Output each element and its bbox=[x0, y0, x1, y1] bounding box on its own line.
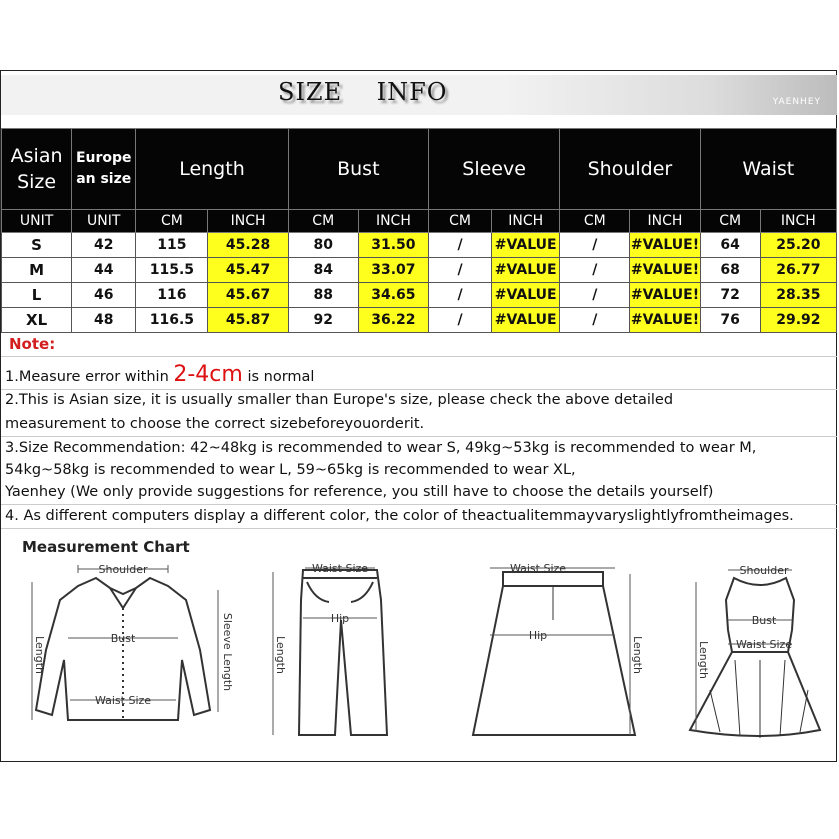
dress-length-label: Length bbox=[697, 641, 710, 679]
cell-sleeve-cm: / bbox=[428, 233, 491, 258]
table-row bbox=[2, 308, 837, 333]
cell-sleeve-cm: / bbox=[428, 308, 491, 333]
cell-shoulder-cm: / bbox=[560, 283, 630, 308]
cell-length-cm: 116.5 bbox=[136, 308, 208, 333]
header-bust: Bust bbox=[288, 129, 428, 210]
unit-cell: CM bbox=[560, 210, 630, 233]
cell-sleeve-inch: #VALUE bbox=[492, 258, 560, 283]
note-3-line-2: 54kg~58kg is recommended to wear L, 59~65kg is recommended to wear XL, bbox=[5, 462, 576, 478]
cell-europe: 46 bbox=[72, 283, 136, 308]
cell-waist-inch: 28.35 bbox=[760, 283, 836, 308]
cell-size: S bbox=[2, 233, 72, 258]
divider bbox=[1, 436, 837, 437]
cell-waist-inch: 29.92 bbox=[760, 308, 836, 333]
cell-shoulder-cm: / bbox=[560, 258, 630, 283]
cell-europe: 44 bbox=[72, 258, 136, 283]
cell-size: M bbox=[2, 258, 72, 283]
measurement-chart-title: Measurement Chart bbox=[22, 538, 190, 556]
size-table bbox=[1, 128, 837, 333]
cell-length-inch: 45.67 bbox=[208, 283, 288, 308]
cell-waist-cm: 64 bbox=[700, 233, 760, 258]
divider bbox=[1, 356, 837, 357]
cell-shoulder-cm: / bbox=[560, 233, 630, 258]
note-1-start: 1.Measure error within bbox=[5, 369, 174, 385]
skirt-hip-label: Hip bbox=[528, 629, 548, 642]
cell-bust-cm: 92 bbox=[288, 308, 358, 333]
table-row bbox=[2, 258, 837, 283]
cell-length-cm: 115.5 bbox=[136, 258, 208, 283]
unit-cell: INCH bbox=[760, 210, 836, 233]
header-length: Length bbox=[136, 129, 288, 210]
header-europe-size: Europe an size bbox=[72, 129, 136, 210]
cell-shoulder-cm: / bbox=[560, 308, 630, 333]
cell-bust-inch: 36.22 bbox=[358, 308, 428, 333]
dress-bust-label: Bust bbox=[751, 614, 777, 627]
note-1-highlight: 2-4cm bbox=[173, 362, 243, 387]
header-sleeve: Sleeve bbox=[428, 129, 559, 210]
cell-bust-inch: 31.50 bbox=[358, 233, 428, 258]
dress-shoulder-label: Shoulder bbox=[739, 564, 789, 577]
cell-waist-cm: 76 bbox=[700, 308, 760, 333]
table-row bbox=[2, 283, 837, 308]
dress-diagram bbox=[680, 560, 830, 745]
divider bbox=[1, 504, 837, 505]
header-asian-size: Asian Size bbox=[2, 129, 72, 210]
cell-shoulder-inch: #VALUE! bbox=[630, 308, 700, 333]
cell-europe: 48 bbox=[72, 308, 136, 333]
unit-cell: INCH bbox=[358, 210, 428, 233]
skirt-length-label: Length bbox=[631, 636, 644, 674]
note-title: Note: bbox=[9, 335, 56, 353]
page-title: SIZE INFO bbox=[278, 78, 448, 106]
shirt-shoulder-label: Shoulder bbox=[98, 563, 148, 576]
cell-length-inch: 45.47 bbox=[208, 258, 288, 283]
pants-diagram bbox=[255, 560, 405, 745]
unit-cell: CM bbox=[288, 210, 358, 233]
cell-sleeve-inch: #VALUE bbox=[492, 233, 560, 258]
cell-sleeve-cm: / bbox=[428, 258, 491, 283]
cell-sleeve-inch: #VALUE bbox=[492, 308, 560, 333]
table-units-row bbox=[2, 210, 837, 233]
pants-length-label: Length bbox=[274, 636, 287, 674]
brand-watermark: YAENHEY bbox=[772, 97, 821, 107]
note-3-line-1: 3.Size Recommendation: 42~48kg is recommended to wear S, 49kg~53kg is recommended to wear M, bbox=[5, 440, 757, 456]
cell-waist-cm: 68 bbox=[700, 258, 760, 283]
shirt-bust-label: Bust bbox=[110, 632, 136, 645]
cell-waist-cm: 72 bbox=[700, 283, 760, 308]
shirt-waist-label: Waist Size bbox=[94, 694, 152, 707]
shirt-length-label: Length bbox=[33, 636, 46, 674]
dress-waist-label: Waist Size bbox=[735, 638, 793, 651]
unit-cell: INCH bbox=[630, 210, 700, 233]
cell-europe: 42 bbox=[72, 233, 136, 258]
cell-sleeve-inch: #VALUE bbox=[492, 283, 560, 308]
table-row bbox=[2, 233, 837, 258]
divider bbox=[1, 389, 837, 390]
cell-shoulder-inch: #VALUE! bbox=[630, 258, 700, 283]
cell-length-cm: 116 bbox=[136, 283, 208, 308]
unit-cell: UNIT bbox=[2, 210, 72, 233]
cell-sleeve-cm: / bbox=[428, 283, 491, 308]
cell-size: L bbox=[2, 283, 72, 308]
note-1 bbox=[5, 362, 314, 387]
cell-shoulder-inch: #VALUE! bbox=[630, 283, 700, 308]
cell-waist-inch: 25.20 bbox=[760, 233, 836, 258]
cell-shoulder-inch: #VALUE! bbox=[630, 233, 700, 258]
shirt-sleeve-label: Sleeve Length bbox=[221, 612, 234, 692]
header-waist: Waist bbox=[700, 129, 836, 210]
cell-bust-inch: 33.07 bbox=[358, 258, 428, 283]
cell-size: XL bbox=[2, 308, 72, 333]
divider bbox=[1, 528, 837, 529]
unit-cell: CM bbox=[428, 210, 491, 233]
unit-cell: INCH bbox=[492, 210, 560, 233]
unit-cell: CM bbox=[700, 210, 760, 233]
unit-cell: UNIT bbox=[72, 210, 136, 233]
notes-section bbox=[1, 332, 837, 529]
skirt-diagram bbox=[460, 560, 650, 745]
cell-length-inch: 45.28 bbox=[208, 233, 288, 258]
table-header-row bbox=[2, 129, 837, 210]
skirt-waist-label: Waist Size bbox=[509, 562, 567, 575]
pants-hip-label: Hip bbox=[330, 612, 350, 625]
note-2-line-1: 2.This is Asian size, it is usually smaller than Europe's size, please check the above detailed bbox=[5, 392, 674, 408]
pants-waist-label: Waist Size bbox=[311, 562, 369, 575]
cell-length-cm: 115 bbox=[136, 233, 208, 258]
header-shoulder: Shoulder bbox=[560, 129, 700, 210]
note-3-line-3: Yaenhey (We only provide suggestions for reference, you still have to choose the details yourself) bbox=[5, 484, 714, 500]
unit-cell: CM bbox=[136, 210, 208, 233]
unit-cell: INCH bbox=[208, 210, 288, 233]
shirt-diagram bbox=[18, 560, 238, 740]
cell-bust-cm: 84 bbox=[288, 258, 358, 283]
note-1-end: is normal bbox=[242, 369, 315, 385]
note-2-line-2: measurement to choose the correct sizebeforeyouorderit. bbox=[5, 416, 425, 432]
cell-bust-inch: 34.65 bbox=[358, 283, 428, 308]
cell-length-inch: 45.87 bbox=[208, 308, 288, 333]
cell-bust-cm: 80 bbox=[288, 233, 358, 258]
cell-bust-cm: 88 bbox=[288, 283, 358, 308]
cell-waist-inch: 26.77 bbox=[760, 258, 836, 283]
note-4: 4. As different computers display a different color, the color of theactualitemmayvaryslightlyfromtheimages. bbox=[5, 508, 794, 524]
